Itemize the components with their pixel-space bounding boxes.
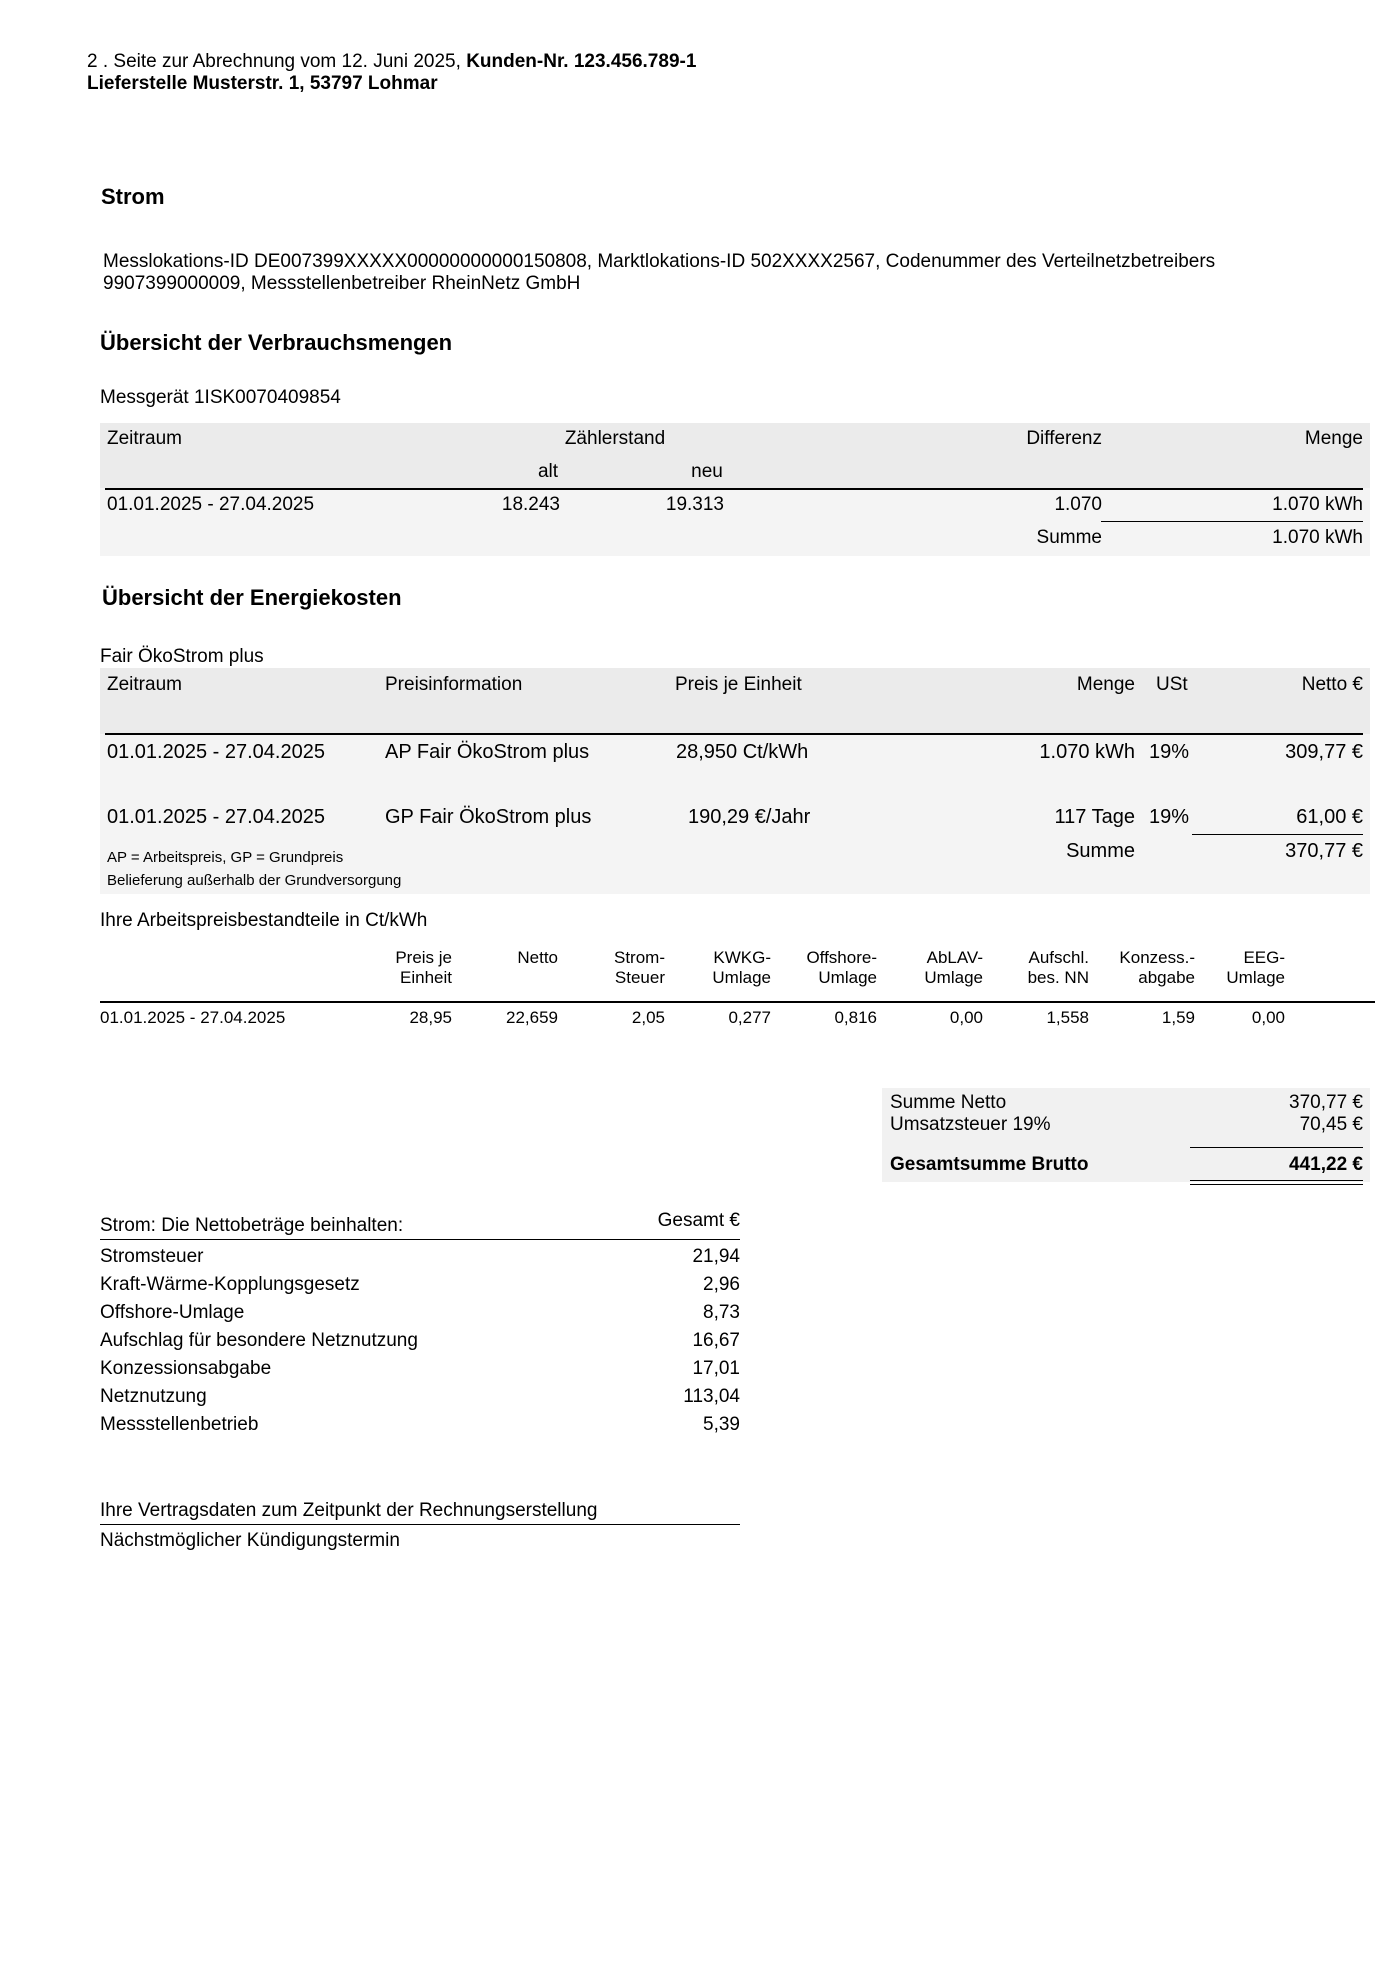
consumption-row-neu: 19.313 — [665, 494, 724, 515]
col-differenz-header: Differenz — [1026, 428, 1102, 449]
customer-number: Kunden-Nr. 123.456.789-1 — [466, 51, 697, 72]
energy-row-ust: 19% — [1149, 806, 1190, 828]
energy-row-netto: 61,00 € — [1296, 806, 1363, 828]
energy-row-preis: 28,950 Ct/kWh — [676, 741, 809, 763]
energy-col-preis: Preis je Einheit — [675, 674, 802, 695]
netto-contents-list — [100, 1243, 740, 1439]
summe-netto-label: Summe Netto — [890, 1092, 1007, 1113]
components-col-offshore: Offshore- Umlage — [806, 948, 877, 987]
energy-row-zeitraum: 01.01.2025 - 27.04.2025 — [107, 806, 325, 828]
location-ids-line1: Messlokations-ID DE007399XXXXX00000000000150808, Marktlokations-ID 502XXXX2567, Codenummer des Verteilnetzbetreibers — [103, 251, 1216, 272]
energy-product: Fair ÖkoStrom plus — [100, 646, 264, 667]
brutto-label: Gesamtsumme Brutto — [890, 1154, 1089, 1175]
list-item: Aufschlag für besondere Netznutzung 16,67 — [100, 1330, 740, 1351]
components-col-konzession: Konzess.- abgabe — [1119, 948, 1195, 987]
components-value: 0,277 — [728, 1008, 771, 1027]
consumption-row-zeitraum: 01.01.2025 - 27.04.2025 — [107, 494, 315, 515]
components-value: 22,659 — [506, 1008, 558, 1027]
contract-rule — [100, 1524, 740, 1525]
components-col-eeg: EEG- Umlage — [1226, 948, 1285, 987]
header-prefix: 2 . Seite zur Abrechnung vom 12. Juni 2025, — [87, 51, 467, 72]
netto-contents-title: Strom: Die Nettobeträge beinhalten: — [100, 1215, 404, 1236]
energy-col-zeitraum: Zeitraum — [107, 674, 182, 695]
consumption-title: Übersicht der Verbrauchsmengen — [100, 330, 453, 355]
components-value: 0,00 — [949, 1008, 983, 1027]
brutto-double-rule — [1190, 1180, 1363, 1185]
consumption-row-menge: 1.070 kWh — [1272, 494, 1363, 515]
components-value: 1,59 — [1161, 1008, 1195, 1027]
energy-summe-label: Summe — [1066, 840, 1135, 862]
components-value: 0,816 — [834, 1008, 877, 1027]
consumption-row-alt: 18.243 — [501, 494, 560, 515]
col-alt-header: alt — [537, 461, 559, 482]
meter-id: Messgerät 1ISK0070409854 — [100, 387, 341, 408]
components-value: 1,558 — [1046, 1008, 1089, 1027]
list-item: Messstellenbetrieb 5,39 — [100, 1414, 740, 1435]
col-zaehlerstand-header: Zählerstand — [564, 428, 666, 449]
consumption-sum-rule — [1101, 521, 1363, 522]
components-col-netto: Netto — [517, 948, 558, 967]
page-header — [87, 51, 696, 95]
energy-row-preisinfo: GP Fair ÖkoStrom plus — [385, 806, 592, 828]
ust-value: 70,45 € — [1299, 1114, 1363, 1135]
components-col-aufschlag: Aufschl. bes. NN — [1027, 948, 1089, 987]
energy-row-menge: 117 Tage — [1054, 806, 1135, 828]
components-value: 28,95 — [409, 1008, 452, 1027]
energy-summe-value: 370,77 € — [1285, 840, 1363, 862]
summe-netto-value: 370,77 € — [1289, 1092, 1363, 1113]
consumption-header-rule — [105, 488, 1363, 490]
components-row-label: 01.01.2025 - 27.04.2025 — [100, 1008, 286, 1027]
consumption-summe-value: 1.070 kWh — [1272, 527, 1363, 548]
components-col-preis: Preis je Einheit — [395, 948, 452, 987]
components-rule — [100, 1001, 1375, 1003]
location-ids-line2: 9907399000009, Messstellenbetreiber RheinNetz GmbH — [103, 273, 581, 294]
consumption-summe-label: Summe — [1036, 527, 1102, 548]
energy-row-ust: 19% — [1149, 741, 1190, 763]
section-title: Strom — [101, 184, 165, 209]
ust-label: Umsatzsteuer 19% — [890, 1114, 1051, 1135]
energy-row-zeitraum: 01.01.2025 - 27.04.2025 — [107, 741, 325, 763]
components-col-kwkg: KWKG- Umlage — [712, 948, 771, 987]
energy-note-2: Belieferung außerhalb der Grundversorgung — [107, 872, 402, 889]
components-title: Ihre Arbeitspreisbestandteile in Ct/kWh — [100, 910, 428, 931]
list-item: Stromsteuer 21,94 — [100, 1246, 740, 1267]
components-col-ablav: AbLAV- Umlage — [924, 948, 983, 987]
list-item: Netznutzung 113,04 — [100, 1386, 740, 1407]
energy-note-1: AP = Arbeitspreis, GP = Grundpreis — [107, 849, 344, 866]
components-col-stromsteuer: Strom- Steuer — [614, 948, 665, 987]
list-item: Offshore-Umlage 8,73 — [100, 1302, 740, 1323]
energy-col-menge: Menge — [1076, 674, 1135, 695]
energy-row-preis: 190,29 €/Jahr — [688, 806, 811, 828]
brutto-value: 441,22 € — [1289, 1154, 1363, 1175]
energy-title: Übersicht der Energiekosten — [102, 585, 402, 610]
list-item: Kraft-Wärme-Kopplungsgesetz 2,96 — [100, 1274, 740, 1295]
components-value: 0,00 — [1251, 1008, 1285, 1027]
totals-rule — [1190, 1147, 1363, 1148]
location-ids — [103, 251, 1393, 295]
components-value: 2,05 — [631, 1008, 665, 1027]
netto-contents-rule — [100, 1239, 740, 1240]
col-zeitraum-header: Zeitraum — [107, 428, 182, 449]
energy-header-rule — [105, 733, 1363, 735]
energy-col-ust: USt — [1156, 674, 1188, 695]
energy-row-netto: 309,77 € — [1285, 741, 1363, 763]
energy-row-preisinfo: AP Fair ÖkoStrom plus — [385, 741, 590, 763]
col-neu-header: neu — [691, 461, 723, 482]
contract-title: Ihre Vertragsdaten zum Zeitpunkt der Rechnungserstellung — [100, 1500, 598, 1521]
energy-col-preisinfo: Preisinformation — [385, 674, 523, 695]
contract-termination-line: Nächstmöglicher Kündigungstermin — [100, 1530, 400, 1551]
energy-col-netto: Netto € — [1301, 674, 1363, 695]
delivery-address: Lieferstelle Musterstr. 1, 53797 Lohmar — [87, 73, 438, 94]
consumption-row-differenz: 1.070 — [1054, 494, 1102, 515]
netto-contents-gesamt: Gesamt € — [657, 1210, 740, 1231]
energy-row-menge: 1.070 kWh — [1039, 741, 1135, 763]
energy-sum-rule — [1192, 834, 1363, 835]
list-item: Konzessionsabgabe 17,01 — [100, 1358, 740, 1379]
col-menge-header: Menge — [1304, 428, 1363, 449]
